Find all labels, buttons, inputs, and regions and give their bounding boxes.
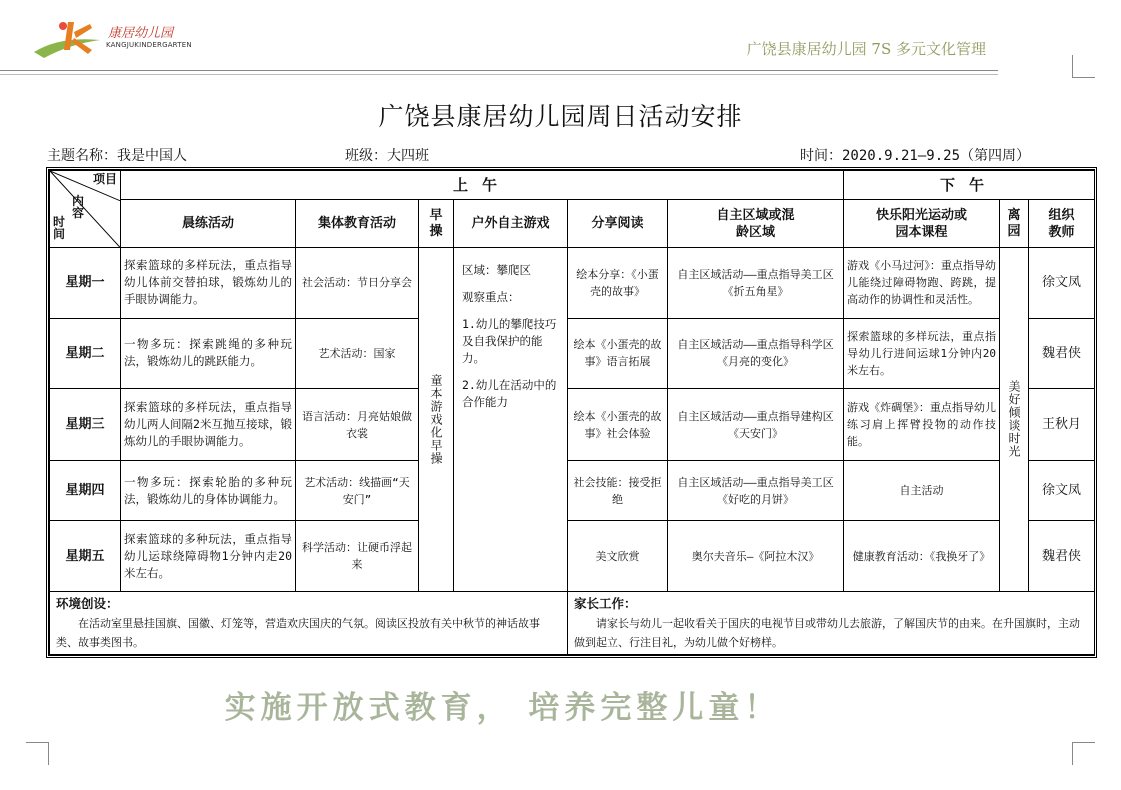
outdoor-point-2: 2.幼儿在活动中的合作能力 (462, 378, 557, 410)
page-title: 广饶县康居幼儿园周日活动安排 (378, 102, 743, 131)
parents-text: 请家长与幼儿一起收看关于国庆的电视节目或带幼儿去旅游，了解国庆节的由来。在升国旗时，主动做到起立、行注目礼，为幼儿做个好榜样。 (574, 616, 1080, 649)
logo-subtext: KANGJUKINDERGARTEN (106, 41, 192, 49)
schedule-table (46, 167, 1097, 658)
group-activity-cell: 语言活动：月亮姑娘做衣裳 (296, 388, 419, 460)
col-header-reading: 分享阅读 (568, 200, 668, 248)
logo-text: 康居幼儿园 (108, 26, 174, 41)
day-label: 星期五 (50, 521, 121, 591)
exercise-cell: 探索篮球的多种玩法，重点指导幼儿运球绕障碍物1分钟内走20米左右。 (121, 521, 296, 591)
group-activity-cell: 社会活动：节日分享会 (296, 248, 419, 318)
exercise-cell: 一物多玩：探索跳绳的多种玩法，锻炼幼儿的跳跃能力。 (121, 318, 296, 388)
reading-cell: 社会技能：接受拒绝 (568, 461, 668, 521)
afternoon-header: 下午 (844, 171, 1095, 200)
outdoor-game-cell (454, 248, 568, 591)
group-activity-cell: 艺术活动：线描画“天安门” (296, 461, 419, 521)
corner-label-content: 内容 (72, 194, 85, 220)
sunny-sport-cell: 健康教育活动：《我换牙了》 (844, 521, 1000, 591)
exercise-cell: 探索篮球的多样玩法，重点指导幼儿体前交替拍球，锻炼幼儿的手眼协调能力。 (121, 248, 296, 318)
corner-label-item: 项目 (93, 172, 118, 186)
day-label: 星期一 (50, 248, 121, 318)
morning-drill-cell: 童本游戏化早操 (419, 248, 454, 591)
area-activity-cell: 奥尔夫音乐—《阿拉木汉》 (668, 521, 844, 591)
col-header-area: 自主区域或混龄区域 (668, 200, 844, 248)
parents-section (568, 591, 1095, 654)
col-header-leave: 离园 (1000, 200, 1029, 248)
reading-cell: 绘本《小蛋壳的故事》语言拓展 (568, 318, 668, 388)
reading-cell: 绘本《小蛋壳的故事》社会体验 (568, 388, 668, 460)
teacher-cell: 徐文凤 (1029, 461, 1095, 521)
reading-cell: 绘本分享：《小蛋壳的故事》 (568, 248, 668, 318)
teacher-cell: 王秋月 (1029, 388, 1095, 460)
header-rule (0, 70, 998, 71)
day-label: 星期二 (50, 318, 121, 388)
theme-name: 主题名称：我是中国人 (47, 148, 187, 164)
teacher-cell: 徐文凤 (1029, 248, 1095, 318)
sunny-sport-cell: 探索篮球的多样玩法，重点指导幼儿行进间运球1分钟内20米左右。 (844, 318, 1000, 388)
parents-label: 家长工作： (574, 595, 637, 611)
area-activity-cell: 自主区域活动——重点指导美工区《好吃的月饼》 (668, 461, 844, 521)
sunny-sport-cell: 游戏《小马过河》：重点指导幼儿能绕过障碍物跑、跨跳，提高动作的协调性和灵活性。 (844, 248, 1000, 318)
col-header-group-education: 集体教育活动 (296, 200, 419, 248)
class-name: 班级：大四班 (345, 148, 429, 164)
day-label: 星期三 (50, 388, 121, 460)
table-corner-header (50, 171, 121, 248)
col-header-morning-drill: 早操 (419, 200, 454, 248)
area-activity-cell: 自主区域活动——重点指导科学区《月亮的变化》 (668, 318, 844, 388)
exercise-cell: 一物多玩：探索轮胎的多种玩法，锻炼幼儿的身体协调能力。 (121, 461, 296, 521)
col-header-sunny-sport: 快乐阳光运动或园本课程 (844, 200, 1000, 248)
group-activity-cell: 艺术活动：国家 (296, 318, 419, 388)
date-range: 时间：2020.9.21—9.25（第四周） (800, 148, 1031, 164)
group-activity-cell: 科学活动：让硬币浮起来 (296, 521, 419, 591)
slogan: 实施开放式教育， 培养完整儿童！ (224, 690, 781, 726)
teacher-cell: 魏君侠 (1029, 318, 1095, 388)
area-activity-cell: 自主区域活动——重点指导美工区《折五角星》 (668, 248, 844, 318)
corner-mark-bottom-right (1072, 742, 1095, 765)
header-rule-secondary (0, 74, 998, 75)
outdoor-area: 区域：攀爬区 (462, 263, 531, 278)
col-header-exercise: 晨练活动 (121, 200, 296, 248)
reading-cell: 美文欣赏 (568, 521, 668, 591)
header-title: 广饶县康居幼儿园 7S 多元文化管理 (746, 40, 986, 58)
sunny-sport-cell: 自主活动 (844, 461, 1000, 521)
leave-cell: 美好倾谈时光 (1000, 248, 1029, 591)
environment-label: 环境创设： (56, 595, 119, 611)
corner-mark-bottom-left (26, 742, 49, 765)
corner-label-time: 时间 (53, 215, 66, 241)
logo-mark-icon (30, 14, 110, 64)
corner-mark-top-right (1072, 55, 1095, 78)
outdoor-point-1: 1.幼儿的攀爬技巧及自我保护的能力。 (462, 317, 557, 366)
teacher-cell: 魏君侠 (1029, 521, 1095, 591)
exercise-cell: 探索篮球的多样玩法，重点指导幼儿两人间隔2米互抛互接球，锻炼幼儿的手眼协调能力。 (121, 388, 296, 460)
outdoor-focus-label: 观察重点： (462, 290, 520, 305)
morning-header: 上午 (121, 171, 844, 200)
environment-text: 在活动室里悬挂国旗、国徽、灯笼等，营造欢庆国庆的气氛。阅读区投放有关中秋节的神话故事类、故事类图书。 (56, 616, 540, 649)
area-activity-cell: 自主区域活动——重点指导建构区《天安门》 (668, 388, 844, 460)
sunny-sport-cell: 游戏《炸碉堡》：重点指导幼儿练习肩上挥臂投物的动作技能。 (844, 388, 1000, 460)
col-header-outdoor-game: 户外自主游戏 (454, 200, 568, 248)
col-header-teacher: 组织教师 (1029, 200, 1095, 248)
environment-section (50, 591, 568, 654)
day-label: 星期四 (50, 461, 121, 521)
